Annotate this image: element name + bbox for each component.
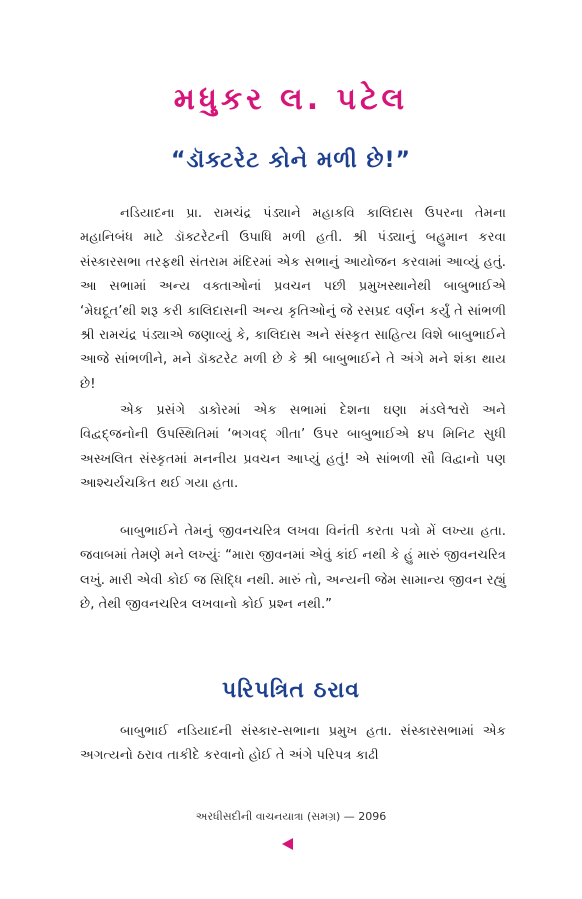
paragraph: બાબુભાઈ નડિયાદની સંસ્કાર-સભાના પ્રમુખ હતા. સંસ્કારસભામાં એક અગત્યનો ઠરાવ તાકીદે કરવાનો હોઈ તે અંગે પરિપત્ર કાઢી: [80, 724, 506, 764]
left-triangle-icon: [282, 838, 293, 850]
section-title-doctorate: “ડૉક્ટરેટ કોને મળી છે!”: [171, 148, 411, 173]
paragraph: એક પ્રસંગે ડાકોરમાં એક સભામાં દેશના ઘણા મંડલેશ્વરો અને વિદ્વદ્જનોની ઉપસ્થિતિમાં ‘ભગવદ્ ગીતા’ ઉપર બાબુભાઈએ ૪૫ મિનિટ સુધી અસ્ખલિત સંસ્કૃતમાં મનનીય પ્રવચન આપ્યું હતું! એ સાંભળી સૌ વિદ્વાનો પણ આશ્ચર્યચકિત થઈ ગયા હતા.: [80, 403, 506, 492]
paragraph: બાબુભાઈને તેમનું જીવનચરિત્ર લખવા વિનંતી કરતા પત્રો મેં લખ્યા હતા. જવાબમાં તેમણે મને લખ્યુંઃ “મારા જીવનમાં એવું કાંઈ નથી કે હું મારું જીવનચરિત્ર લખું. મારી એવી કોઈ જ સિદ્ધિ નથી. મારું તો, અન્યની જેમ સામાન્ય જીવન રહ્યું છે, તેથી જીવનચરિત્ર લખવાનો કોઈ પ્રશ્ન નથી.”: [80, 524, 506, 613]
paragraph: નડિયાદના પ્રા. રામચંદ્ર પંડ્યાને મહાકવિ કાલિદાસ ઉપરના તેમના મહાનિબંધ માટે ડૉક્ટરેટની ઉપાધિ મળી હતી. શ્રી પંડ્યાનું બહુમાન કરવા સંસ્કારસભા તરફથી સંતરામ મંદિરમાં એક સભાનું આયોજન કરવામાં આવ્યું હતું. આ સભામાં અન્ય વક્તાઓનાં પ્રવચન પછી પ્રમુખસ્થાનેથી બાબુભાઈએ ‘મેઘદૂત’થી શરૂ કરી કાલિદાસની અન્ય કૃતિઓનું જે રસપ્રદ વર્ણન કર્યું તે સાંભળી શ્રી રામચંદ્ર પંડ્યાએ જણાવ્યું કે, કાલિદાસ અને સંસ્કૃત સાહિત્ય વિશે બાબુભાઈને આજે સાંભળીને, મને ડૉક્ટરેટ મળી છે કે શ્રી બાબુભાઈને તે અંગે મને શંકા થાય છે!: [80, 206, 506, 392]
page-footer: અરધીસદીની વાચનયાત્રા (સમગ્ર) — 2096: [195, 810, 387, 823]
author-heading: મધુકર લ. પટેલ: [173, 82, 409, 117]
section-title-circular-resolution: પરિપત્રિત ઠરાવ: [222, 678, 360, 703]
